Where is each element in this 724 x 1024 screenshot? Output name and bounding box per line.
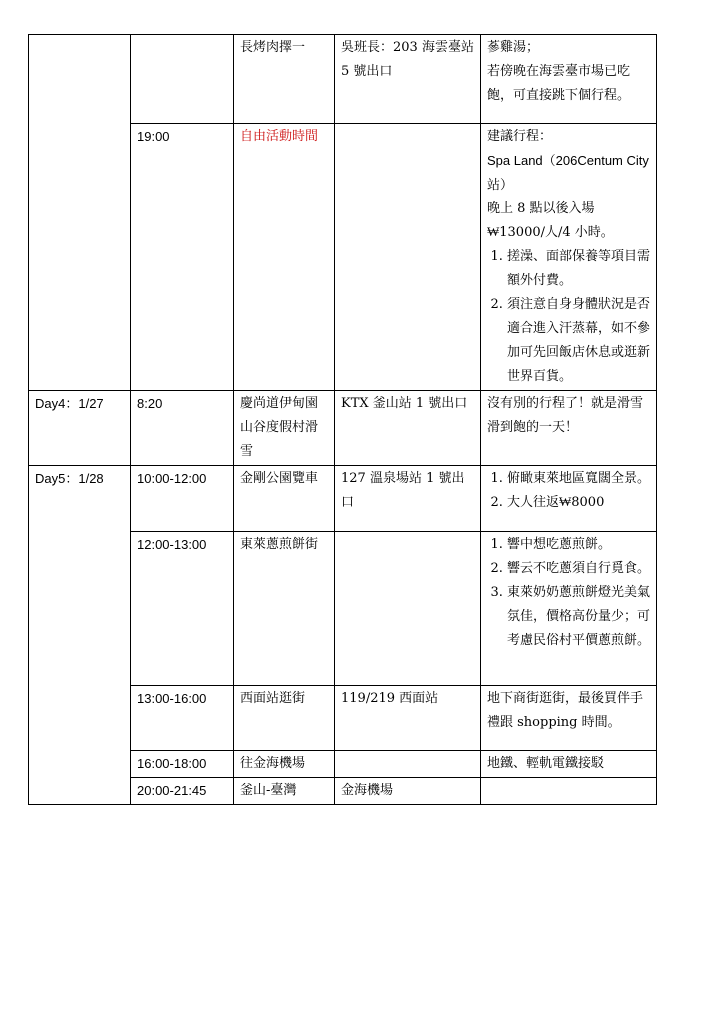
note-line: 沒有別的行程了！就是滑雪滑到飽的一天！ [487, 396, 644, 435]
transport-text: 吳班長：203 海雲臺站 5 號出口 [341, 40, 474, 79]
list-item: 2. 大人往返₩8000 [507, 491, 651, 515]
place-cell: 自由活動時間 [234, 124, 335, 391]
note-line: ₩13000/人/4 小時。 [487, 225, 614, 240]
note-cell [481, 466, 657, 532]
transport-cell: KTX 釜山站 1 號出口 [335, 391, 481, 466]
itinerary-table [28, 34, 657, 805]
list-item: 1. 搓澡、面部保養等項目需額外付費。 [507, 245, 651, 293]
transport-cell [335, 751, 481, 778]
note-line: 若傍晚在海雲臺市場已吃飽，可直接跳下個行程。 [487, 64, 631, 103]
note-list [487, 467, 651, 515]
place-cell: 釜山-臺灣 [234, 778, 335, 805]
time-cell: 12:00-13:00 [131, 532, 234, 686]
note-cell [481, 751, 657, 778]
place-cell: 西面站逛街 [234, 686, 335, 751]
list-item: 2. 響云不吃蔥須自行覓食。 [507, 557, 651, 581]
list-item: 2. 須注意自身身體狀況是否適合進入汗蒸幕，如不參加可先回飯店休息或逛新世界百貨。 [507, 293, 651, 389]
transport-cell [335, 35, 481, 124]
time-cell [131, 35, 234, 124]
note-cell [481, 686, 657, 751]
note-cell [481, 532, 657, 686]
transport-cell: 127 溫泉場站 1 號出口 [335, 466, 481, 532]
note-cell [481, 391, 657, 466]
list-item: 1. 響中想吃蔥煎餅。 [507, 533, 651, 557]
transport-cell [335, 124, 481, 391]
list-item: 1. 俯瞰東萊地區寬闊全景。 [507, 467, 651, 491]
list-item: 3. 東萊奶奶蔥煎餅燈光美氣氛佳，價格高份量少；可考慮民俗村平價蔥煎餅。 [507, 581, 651, 653]
note-cell [481, 778, 657, 805]
note-line: 晚上 8 點以後入場 [487, 201, 595, 216]
time-cell: 8:20 [131, 391, 234, 466]
place-cell: 東萊蔥煎餅街 [234, 532, 335, 686]
place-cell: 長烤肉擇一 [234, 35, 335, 124]
time-cell: 16:00-18:00 [131, 751, 234, 778]
day-cell [29, 35, 131, 391]
transport-cell: 119/219 西面站 [335, 686, 481, 751]
note-line: Spa Land（206Centum City 站） [487, 153, 649, 192]
place-cell: 往金海機場 [234, 751, 335, 778]
note-line: 地下商街逛街，最後買伴手禮跟 shopping 時間。 [487, 691, 644, 730]
note-line: 蔘雞湯； [487, 40, 540, 55]
table-row [29, 35, 657, 124]
note-list [487, 245, 651, 389]
note-line: 地鐵、輕軌電鐵接駁 [487, 756, 605, 771]
place-cell: 慶尚道伊甸園山谷度假村滑雪 [234, 391, 335, 466]
time-cell: 19:00 [131, 124, 234, 391]
table-row [29, 391, 657, 466]
time-cell: 13:00-16:00 [131, 686, 234, 751]
transport-cell: 金海機場 [335, 778, 481, 805]
table-row [29, 466, 657, 532]
note-cell [481, 124, 657, 391]
time-cell: 10:00-12:00 [131, 466, 234, 532]
note-line: 建議行程： [487, 129, 553, 144]
day-cell: Day4：1/27 [29, 391, 131, 466]
place-cell: 金剛公園覽車 [234, 466, 335, 532]
note-list [487, 533, 651, 653]
note-cell [481, 35, 657, 124]
time-cell: 20:00-21:45 [131, 778, 234, 805]
day-cell: Day5：1/28 [29, 466, 131, 805]
transport-cell [335, 532, 481, 686]
